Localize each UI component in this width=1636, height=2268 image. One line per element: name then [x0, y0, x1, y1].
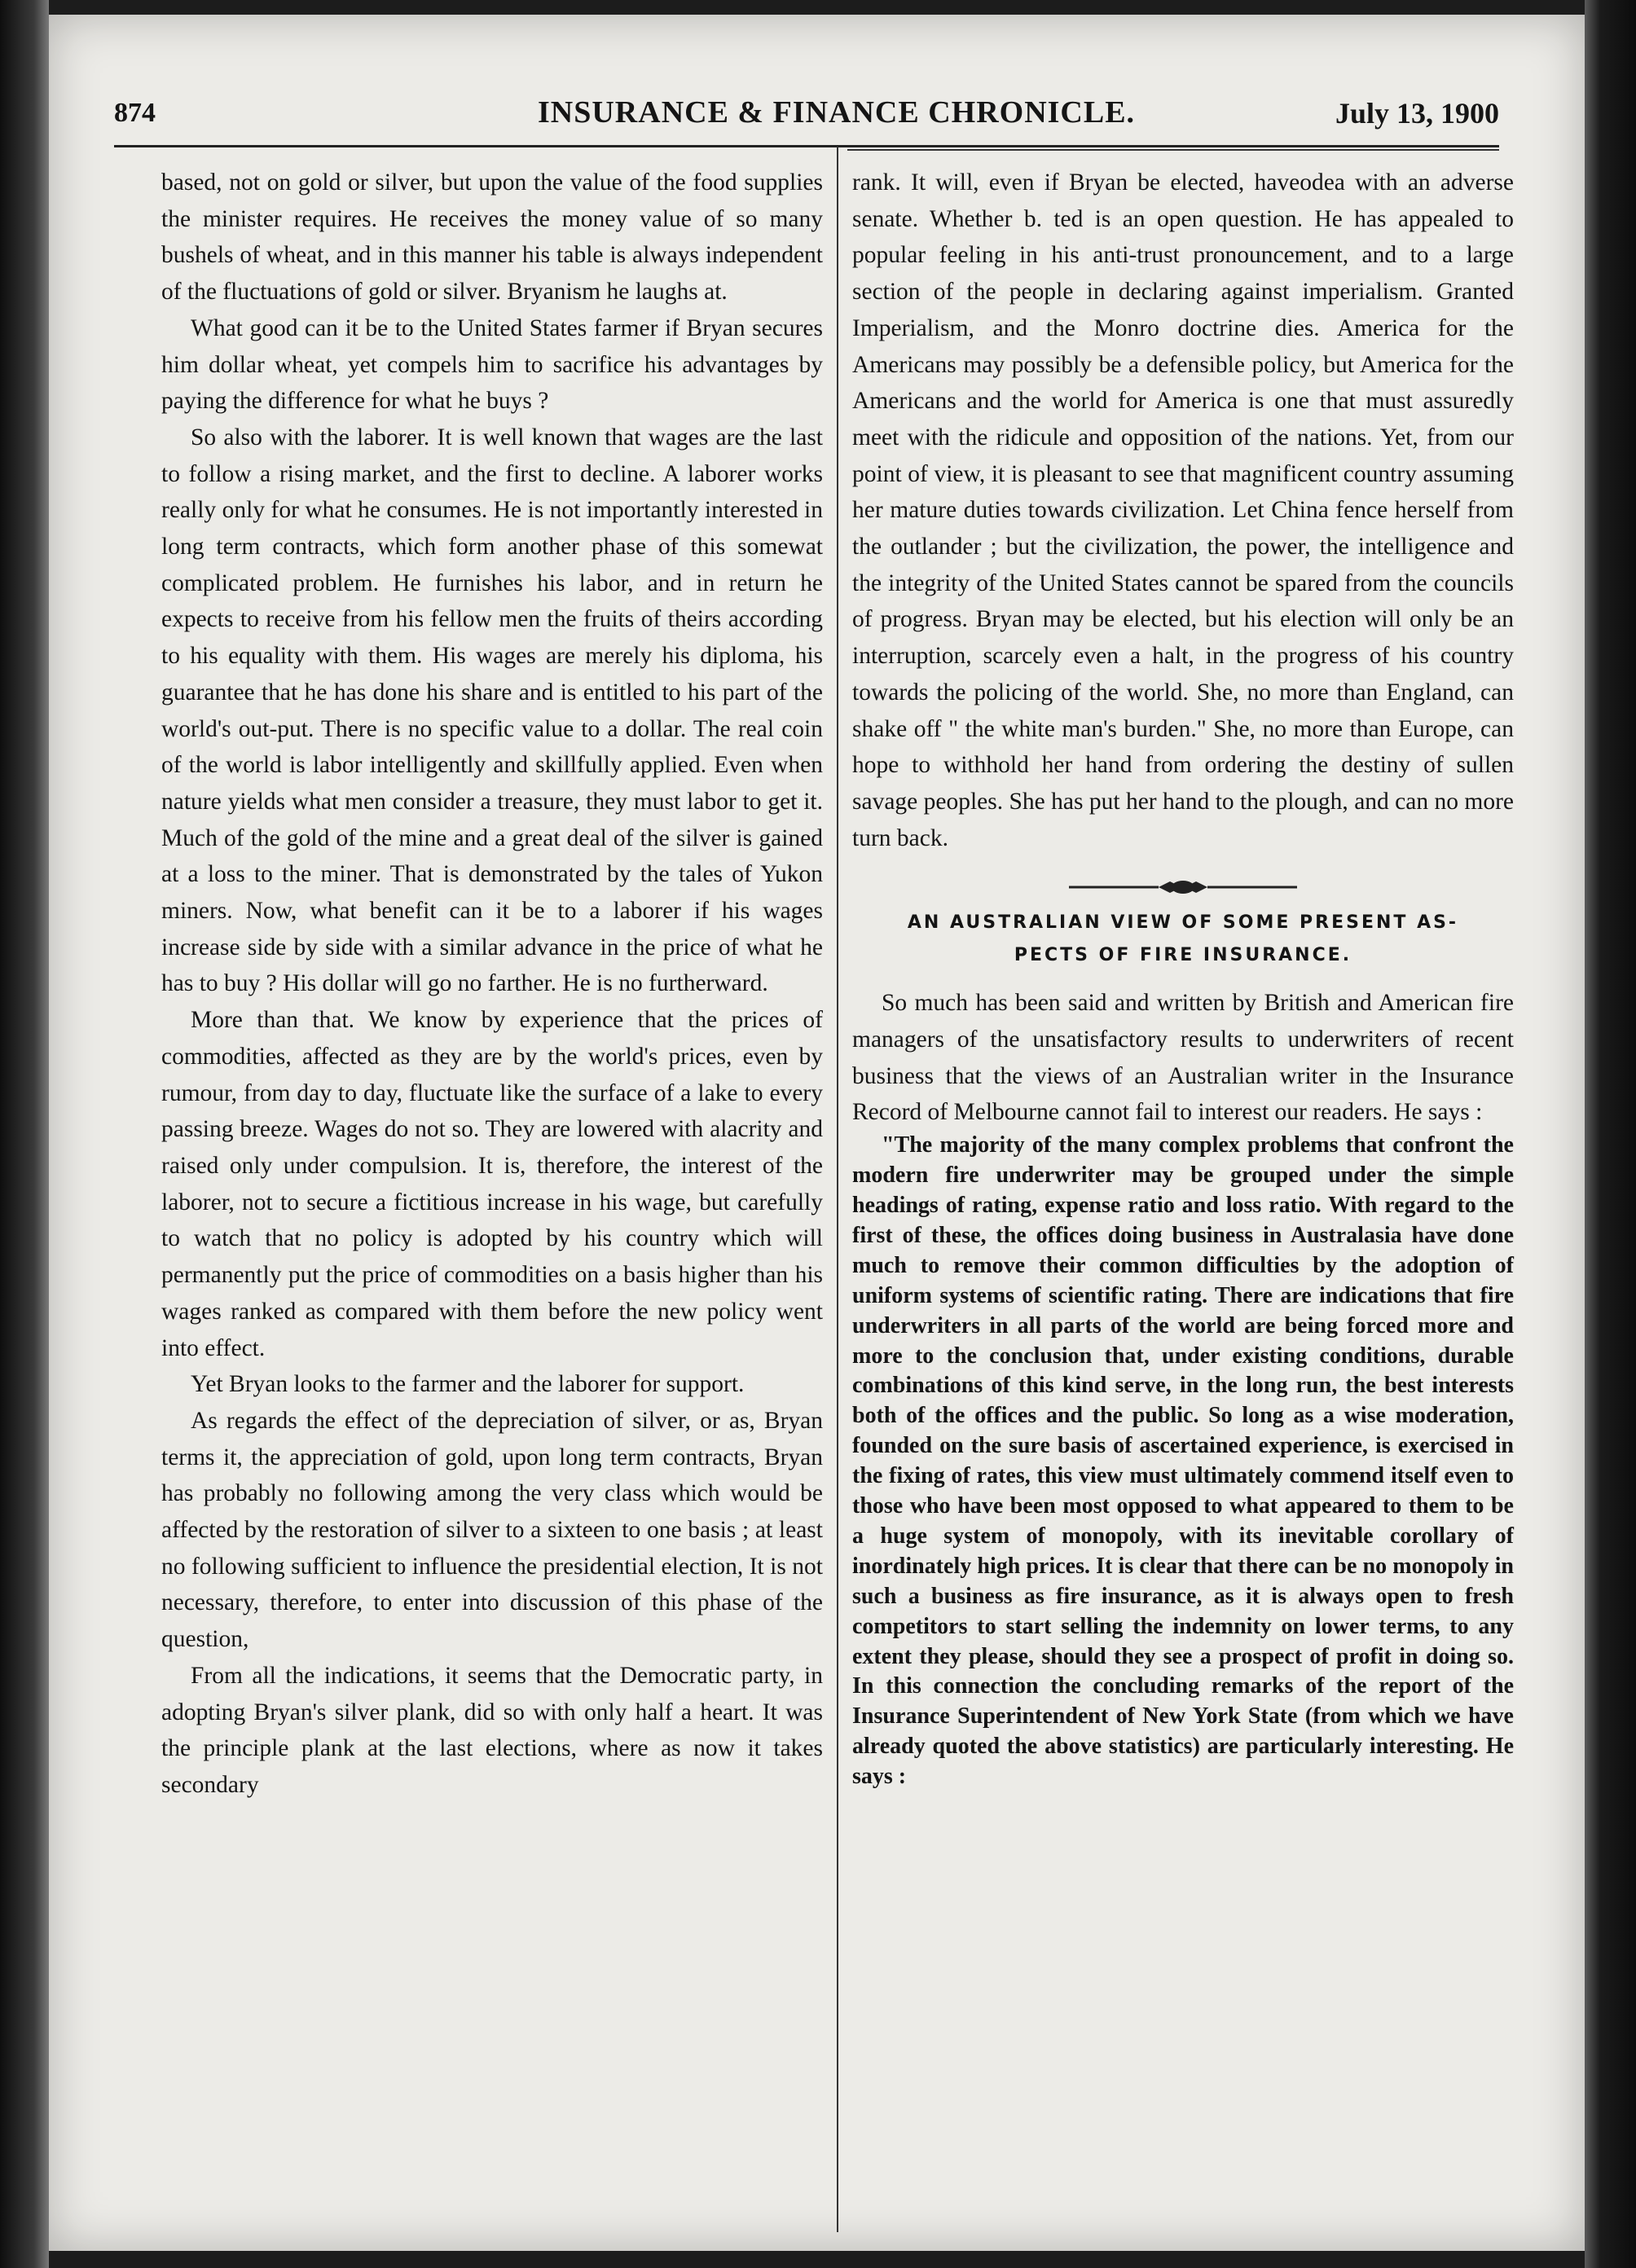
right-column: [852, 165, 1514, 1792]
page-header: [114, 88, 1499, 137]
paragraph: So also with the laborer. It is well known that wages are the last to follow a rising market, and the first to decline. A laborer works really only for what he consumes. He is not importantly interested in long term contracts, which form another phase of this somewat complicated problem. He furnishes his labor, and in return he expects to receive from his fellow men the fruits of theirs according to his equality with them. His wages are merely his diploma, his guarantee that he has done his share and is entitled to his part of the world's out-put. There is no specific value to a dollar. The real coin of the world is labor intelligently and skillfully applied. Even when nature yields what men consider a treasure, they must labor to get it. Much of the gold of the mine and a great deal of the silver is gained at a loss to the miner. That is demonstrated by the tales of Yukon miners. Now, what benefit can it be to a laborer if his wages increase side by side with a similar advance in the price of what he has to buy ? His dollar will go no farther. He is no furtherward.: [161, 424, 823, 997]
page-number: 874: [114, 98, 156, 128]
column-divider: [837, 147, 838, 2232]
issue-date: July 13, 1900: [1335, 97, 1499, 130]
scan-left-edge: [0, 0, 49, 2268]
publication-title: INSURANCE & FINANCE CHRONICLE.: [538, 95, 1136, 130]
paragraph: based, not on gold or silver, but upon the value of the food supplies the minister requires. He receives the money value of so many bushels of wheat, and in this manner his table is always independent of the fluctuations of gold or silver. Bryanism he laughs at.: [161, 169, 823, 305]
section-heading-line: AN AUSTRALIAN VIEW OF SOME PRESENT AS-: [907, 912, 1459, 934]
section-heading-line: PECTS OF FIRE INSURANCE.: [1014, 945, 1352, 966]
left-column: [161, 165, 823, 1804]
paragraph: rank. It will, even if Bryan be elected, haveodea with an adverse senate. Whether b. ted is an open question. He has appealed to popular feeling in his anti-trust pronouncement, and to a large section of the people in declaring against imperialism. Granted Imperialism, and the Monro doctrine dies. America for the Americans may possibly be a defensible policy, but America for the Americans and the world for America is one that must assuredly meet with the ridicule and opposition of the nations. Yet, from our point of view, it is pleasant to see that magnificent country assuming her mature duties towards civilization. Let China fence herself from the outlander ; but the civilization, the power, the intelligence and the integrity of the United States cannot be spared from the councils of progress. Bryan may be elected, but his election will only be an interruption, scarcely even a halt, in the progress of his country towards the policing of the world. She, no more than England, can shake off " the white man's burden." She, no more than Europe, can hope to withhold her hand from ordering the destiny of sullen savage peoples. She has put her hand to the plough, and can no more turn back.: [852, 169, 1514, 851]
section-heading: [852, 907, 1514, 972]
scan-right-edge: [1585, 0, 1636, 2268]
article-intro: So much has been said and written by British and American fire managers of the unsatisfactory results to underwriters of recent business that the views of an Australian writer in the Insurance Record of Melbourne cannot fail to interest our readers. He says :: [852, 990, 1514, 1126]
paragraph: As regards the effect of the depreciation of silver, or as, Bryan terms it, the appreciation of gold, upon long term contracts, Bryan has probably no following among the very class which would be affected by the restoration of silver to a sixteen to one basis ; at least no following sufficient to influence the presidential election, It is not necessary, therefore, to enter into discussion of this phase of the question,: [161, 1407, 823, 1653]
header-rule: [114, 145, 1499, 147]
paragraph: From all the indications, it seems that the Democratic party, in adopting Bryan's silver plank, did so with only half a heart. It was the principle plank at the last elections, where as now it takes secondary: [161, 1662, 823, 1798]
header-rule-secondary: [847, 149, 1499, 151]
paragraph: More than that. We know by experience that the prices of commodities, affected as they are by the world's prices, even by rumour, from day to day, fluctuate like the surface of a lake to every passing breeze. Wages do not so. They are lowered with alacrity and raised only under compulsion. It is, therefore, the interest of the laborer, not to secure a fictitious increase in his wage, but carefully to watch that no policy is adopted by his country which will permanently put the price of commodities on a basis higher than his wages ranked as compared with them before the new policy went into effect.: [161, 1007, 823, 1361]
ornament-divider-icon: [1061, 877, 1305, 897]
article-quote: "The majority of the many complex problems that confront the modern fire underwriter may be grouped under the simple headings of rating, expense ratio and loss ratio. With regard to the first of these, the offices doing business in Australasia have done much to remove their common difficulties by the adoption of uniform systems of scientific rating. There are indications that fire underwriters in all parts of the world are being forced more and more to the conclusion that, under existing conditions, durable combinations of this kind serve, in the long run, the best interests both of the offices and the public. So long as a wise moderation, founded on the sure basis of ascertained experience, is exercised in the fixing of rates, this view must ultimately commend itself even to those who have been most opposed to what appeared to them to be a huge system of monopoly, with its inevitable corollary of inordinately high prices. It is clear that there can be no monopoly in such a business as fire insurance, as it is always open to fresh competitors to start selling the indemnity on lower terms, to any extent they please, should they see a prospect of profit in doing so. In this connection the concluding remarks of the report of the Insurance Superintendent of New York State (from which we have already quoted the above statistics) are particularly interesting. He says :: [852, 1132, 1514, 1790]
paragraph: Yet Bryan looks to the farmer and the laborer for support.: [191, 1371, 745, 1398]
paragraph: What good can it be to the United States farmer if Bryan secures him dollar wheat, yet compels him to sacrifice his advantages by paying the difference for what he buys ?: [161, 314, 823, 415]
section-ornament: [1061, 877, 1305, 897]
